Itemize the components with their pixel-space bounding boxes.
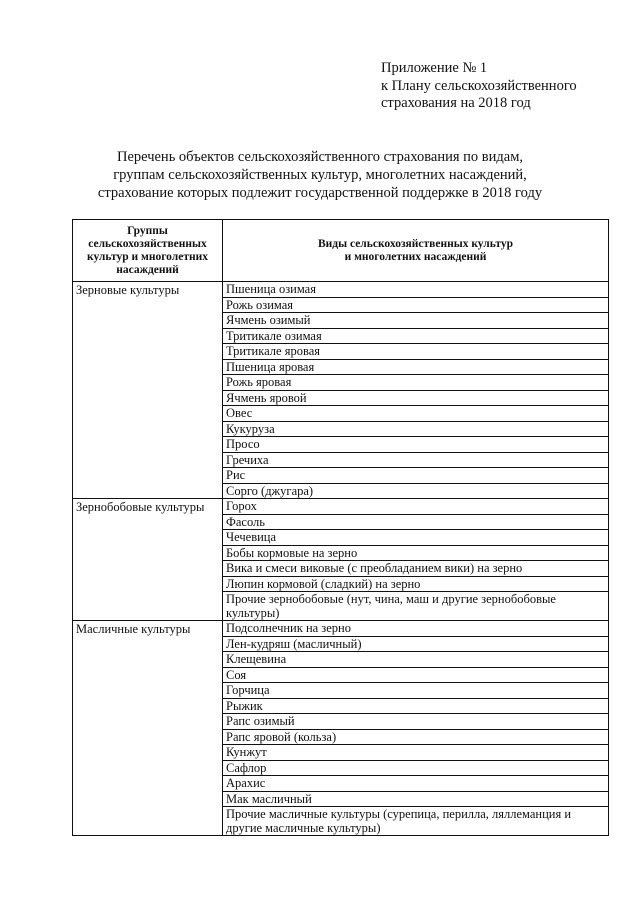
crop-item-cell: Мак масличный [223, 791, 609, 807]
crop-item-cell: Пшеница яровая [223, 359, 609, 375]
crop-item-cell: Рожь яровая [223, 375, 609, 391]
table-row [73, 621, 609, 637]
group-name-cell: Масличные культуры [73, 621, 223, 836]
crop-item-cell: Пшеница озимая [223, 282, 609, 298]
table-header-row [73, 220, 609, 282]
header-kinds [223, 220, 609, 282]
appendix-line-3: страхования на 2018 год [381, 95, 531, 111]
crop-item-cell: Рис [223, 468, 609, 484]
crop-item-cell: Тритикале яровая [223, 344, 609, 360]
header-groups-line: сельскохозяйственных [88, 238, 207, 250]
group-name-cell: Зернобобовые культуры [73, 499, 223, 621]
crop-item-cell: Клещевина [223, 652, 609, 668]
crops-table [72, 219, 609, 836]
crop-item-cell: Люпин кормовой (сладкий) на зерно [223, 576, 609, 592]
crop-item-cell: Гречиха [223, 452, 609, 468]
crop-item-cell: Горох [223, 499, 609, 515]
appendix-line-2: к Плану сельскохозяйственного [381, 77, 577, 94]
crop-item-cell: Кукуруза [223, 421, 609, 437]
crop-item-cell: Кунжут [223, 745, 609, 761]
crop-item-cell: Арахис [223, 776, 609, 792]
title-line-1: Перечень объектов сельскохозяйственного страхования по видам, [116, 149, 524, 165]
crop-item-cell: Прочие масличные культуры (сурепица, перилла, ляллеманция и другие масличные культуры) [223, 807, 609, 836]
table-row [73, 499, 609, 515]
crop-item-cell: Овес [223, 406, 609, 422]
crop-item-cell: Фасоль [223, 514, 609, 530]
appendix-block [381, 60, 577, 113]
crop-item-cell: Соя [223, 667, 609, 683]
crop-item-cell: Рапс озимый [223, 714, 609, 730]
crop-item-cell: Прочие зернобобовые (нут, чина, маш и другие зернобобовые культуры) [223, 592, 609, 621]
header-groups-line: насаждений [116, 264, 179, 276]
document-title [60, 148, 580, 202]
crop-item-cell: Тритикале озимая [223, 328, 609, 344]
crop-item-cell: Горчица [223, 683, 609, 699]
crop-item-cell: Рожь озимая [223, 297, 609, 313]
crop-item-cell: Просо [223, 437, 609, 453]
crop-item-cell: Лен-кудряш (масличный) [223, 636, 609, 652]
header-groups-line: культур и многолетних [87, 251, 208, 263]
appendix-line-1: Приложение № 1 [381, 60, 488, 76]
crop-item-cell: Сорго (джугара) [223, 483, 609, 499]
table-row [73, 282, 609, 298]
title-line-3: страхование которых подлежит государственной поддержке в 2018 году [97, 185, 543, 201]
table-body [73, 282, 609, 836]
crop-item-cell: Рапс яровой (кольза) [223, 729, 609, 745]
header-kinds-line: Виды сельскохозяйственных культур [317, 238, 513, 250]
crop-item-cell: Рыжик [223, 698, 609, 714]
crop-item-cell: Вика и смеси виковые (с преобладанием вики) на зерно [223, 561, 609, 577]
crop-item-cell: Чечевица [223, 530, 609, 546]
crop-item-cell: Ячмень озимый [223, 313, 609, 329]
crop-item-cell: Ячмень яровой [223, 390, 609, 406]
header-kinds-line: и многолетних насаждений [344, 251, 487, 263]
header-groups-line: Группы [127, 225, 168, 237]
group-name-cell: Зерновые культуры [73, 282, 223, 499]
crop-item-cell: Сафлор [223, 760, 609, 776]
crop-item-cell: Бобы кормовые на зерно [223, 545, 609, 561]
title-line-2: группам сельскохозяйственных культур, многолетних насаждений, [113, 167, 527, 183]
crop-item-cell: Подсолнечник на зерно [223, 621, 609, 637]
header-groups [73, 220, 223, 282]
